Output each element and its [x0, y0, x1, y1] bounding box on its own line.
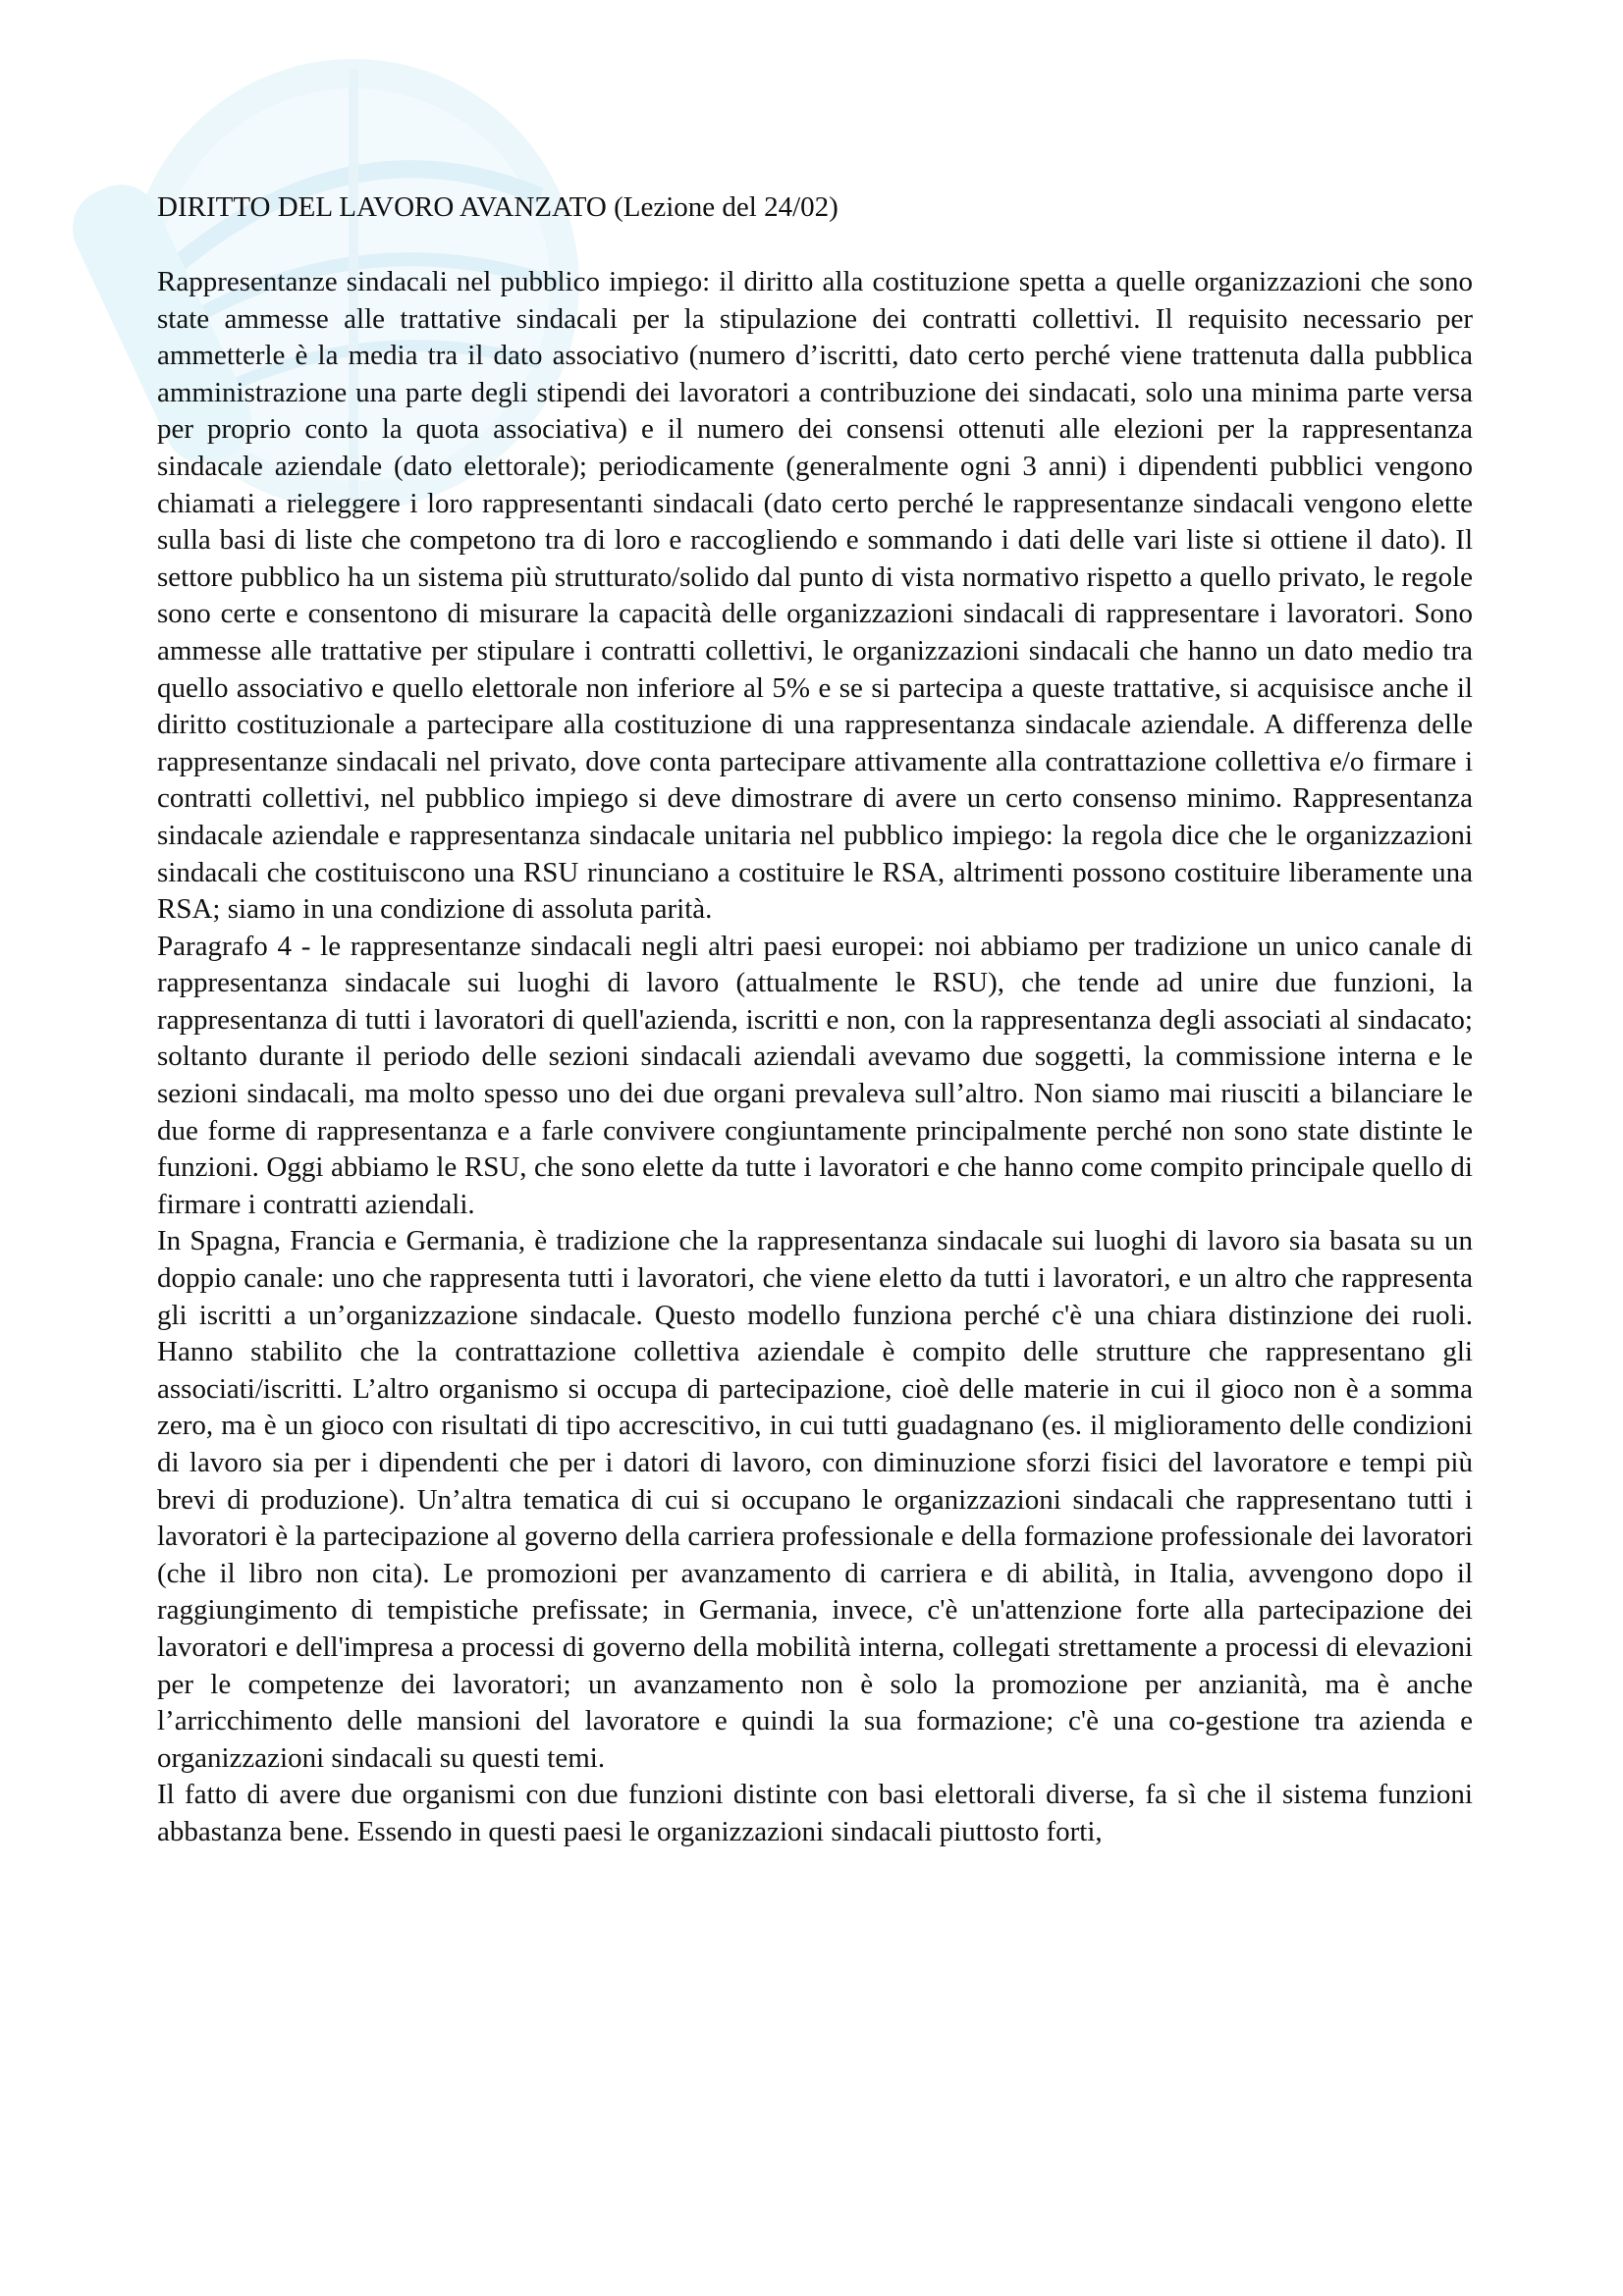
paragraph-paragrafo-4: Paragrafo 4 - le rappresentanze sindacali negli altri paesi europei: noi abbiamo per tradizione un unico canale di rappresentanza sindacale sui luoghi di lavoro (attualmente le RSU), che tende ad unire due funzioni, la rappresentanza di tutti i lavoratori di quell'azienda, iscritti e non, con la rappresentanza degli associati al sindacato; soltanto durante il periodo delle sezioni sindacali aziendali avevamo due soggetti, la commissione interna e le sezioni sindacali, ma molto spesso uno dei due organi prevaleva sull’altro. Non siamo mai riusciti a bilanciare le due forme di rappresentanza e a farle convivere congiuntamente principalmente perché non sono state distinte le funzioni. Oggi abbiamo le RSU, che sono elette da tutte i lavoratori e che hanno come compito principale quello di firmare i contratti aziendali.: [157, 930, 1473, 1220]
document-title: DIRITTO DEL LAVORO AVANZATO (Lezione del 24/02): [157, 191, 839, 223]
paragraph-due-organismi: Il fatto di avere due organismi con due funzioni distinte con basi elettorali diverse, fa sì che il sistema funzioni abbastanza bene. Essendo in questi paesi le organizzazioni sindacali piuttosto forti,: [157, 1779, 1473, 1847]
paragraph-rappresentanze-pubblico: Rappresentanze sindacali nel pubblico impiego: il diritto alla costituzione spetta a quelle organizzazioni che sono state ammesse alle trattative sindacali per la stipulazione dei contratti collettivi. Il requisito necessario per ammetterle è la media tra il dato associativo (numero d’iscritti, dato certo perché viene trattenuta dalla pubblica amministrazione una parte degli stipendi dei lavoratori a contribuzione dei sindacati, solo una minima parte versa per proprio conto la quota associativa) e il numero dei consensi ottenuti alle elezioni per la rappresentanza sindacale aziendale (dato elettorale); periodicamente (generalmente ogni 3 anni) i dipendenti pubblici vengono chiamati a rieleggere i loro rappresentanti sindacali (dato certo perché le rappresentanze sindacali vengono elette sulla basi di liste che competono tra di loro e raccogliendo e sommando i dati delle vari liste si ottiene il dato). Il settore pubblico ha un sistema più strutturato/solido dal punto di vista normativo rispetto a quello privato, le regole sono certe e consentono di misurare la capacità delle organizzazioni sindacali di rappresentare i lavoratori. Sono ammesse alle trattative per stipulare i contratti collettivi, le organizzazioni sindacali che hanno un dato medio tra quello associativo e quello elettorale non inferiore al 5% e se si partecipa a queste trattative, si acquisisce anche il diritto costituzionale a partecipare alla costituzione di una rappresentanza sindacale aziendale. A differenza delle rappresentanze sindacali nel privato, dove conta partecipare attivamente alla contrattazione collettiva e/o firmare i contratti collettivi, nel pubblico impiego si deve dimostrare di avere un certo consenso minimo. Rappresentanza sindacale aziendale e rappresentanza sindacale unitaria nel pubblico impiego: la regola dice che le organizzazioni sindacali che costituiscono una RSU rinunciano a costituire le RSA, altrimenti possono costituire liberamente una RSA; siamo in una condizione di assoluta parità.: [157, 266, 1473, 926]
document-page: [157, 189, 1473, 1851]
paragraph-spagna-francia-germania: In Spagna, Francia e Germania, è tradizione che la rappresentanza sindacale sui luoghi di lavoro sia basata su un doppio canale: uno che rappresenta tutti i lavoratori, che viene eletto da tutti i lavoratori, e un altro che rappresenta gli iscritti a un’organizzazione sindacale. Questo modello funziona perché c'è una chiara distinzione dei ruoli. Hanno stabilito che la contrattazione collettiva aziendale è compito delle strutture che rappresentano gli associati/iscritti. L’altro organismo si occupa di partecipazione, cioè delle materie in cui il gioco non è a somma zero, ma è un gioco con risultati di tipo accrescitivo, in cui tutti guadagnano (es. il miglioramento delle condizioni di lavoro sia per i dipendenti che per i datori di lavoro, con diminuzione sforzi fisici del lavoratore e tempi più brevi di produzione). Un’altra tematica di cui si occupano le organizzazioni sindacali che rappresentano tutti i lavoratori è la partecipazione al governo della carriera professionale e della formazione professionale dei lavoratori (che il libro non cita). Le promozioni per avanzamento di carriera e di abilità, in Italia, avvengono dopo il raggiungimento di tempistiche prefissate; in Germania, invece, c'è un'attenzione forte alla partecipazione dei lavoratori e dell'impresa a processi di governo della mobilità interna, collegati strettamente a processi di elevazioni per le competenze dei lavoratori; un avanzamento non è solo la promozione per anzianità, ma è anche l’arricchimento delle mansioni del lavoratore e quindi la sua formazione; c'è una co-gestione tra azienda e organizzazioni sindacali su questi temi.: [157, 1225, 1473, 1774]
